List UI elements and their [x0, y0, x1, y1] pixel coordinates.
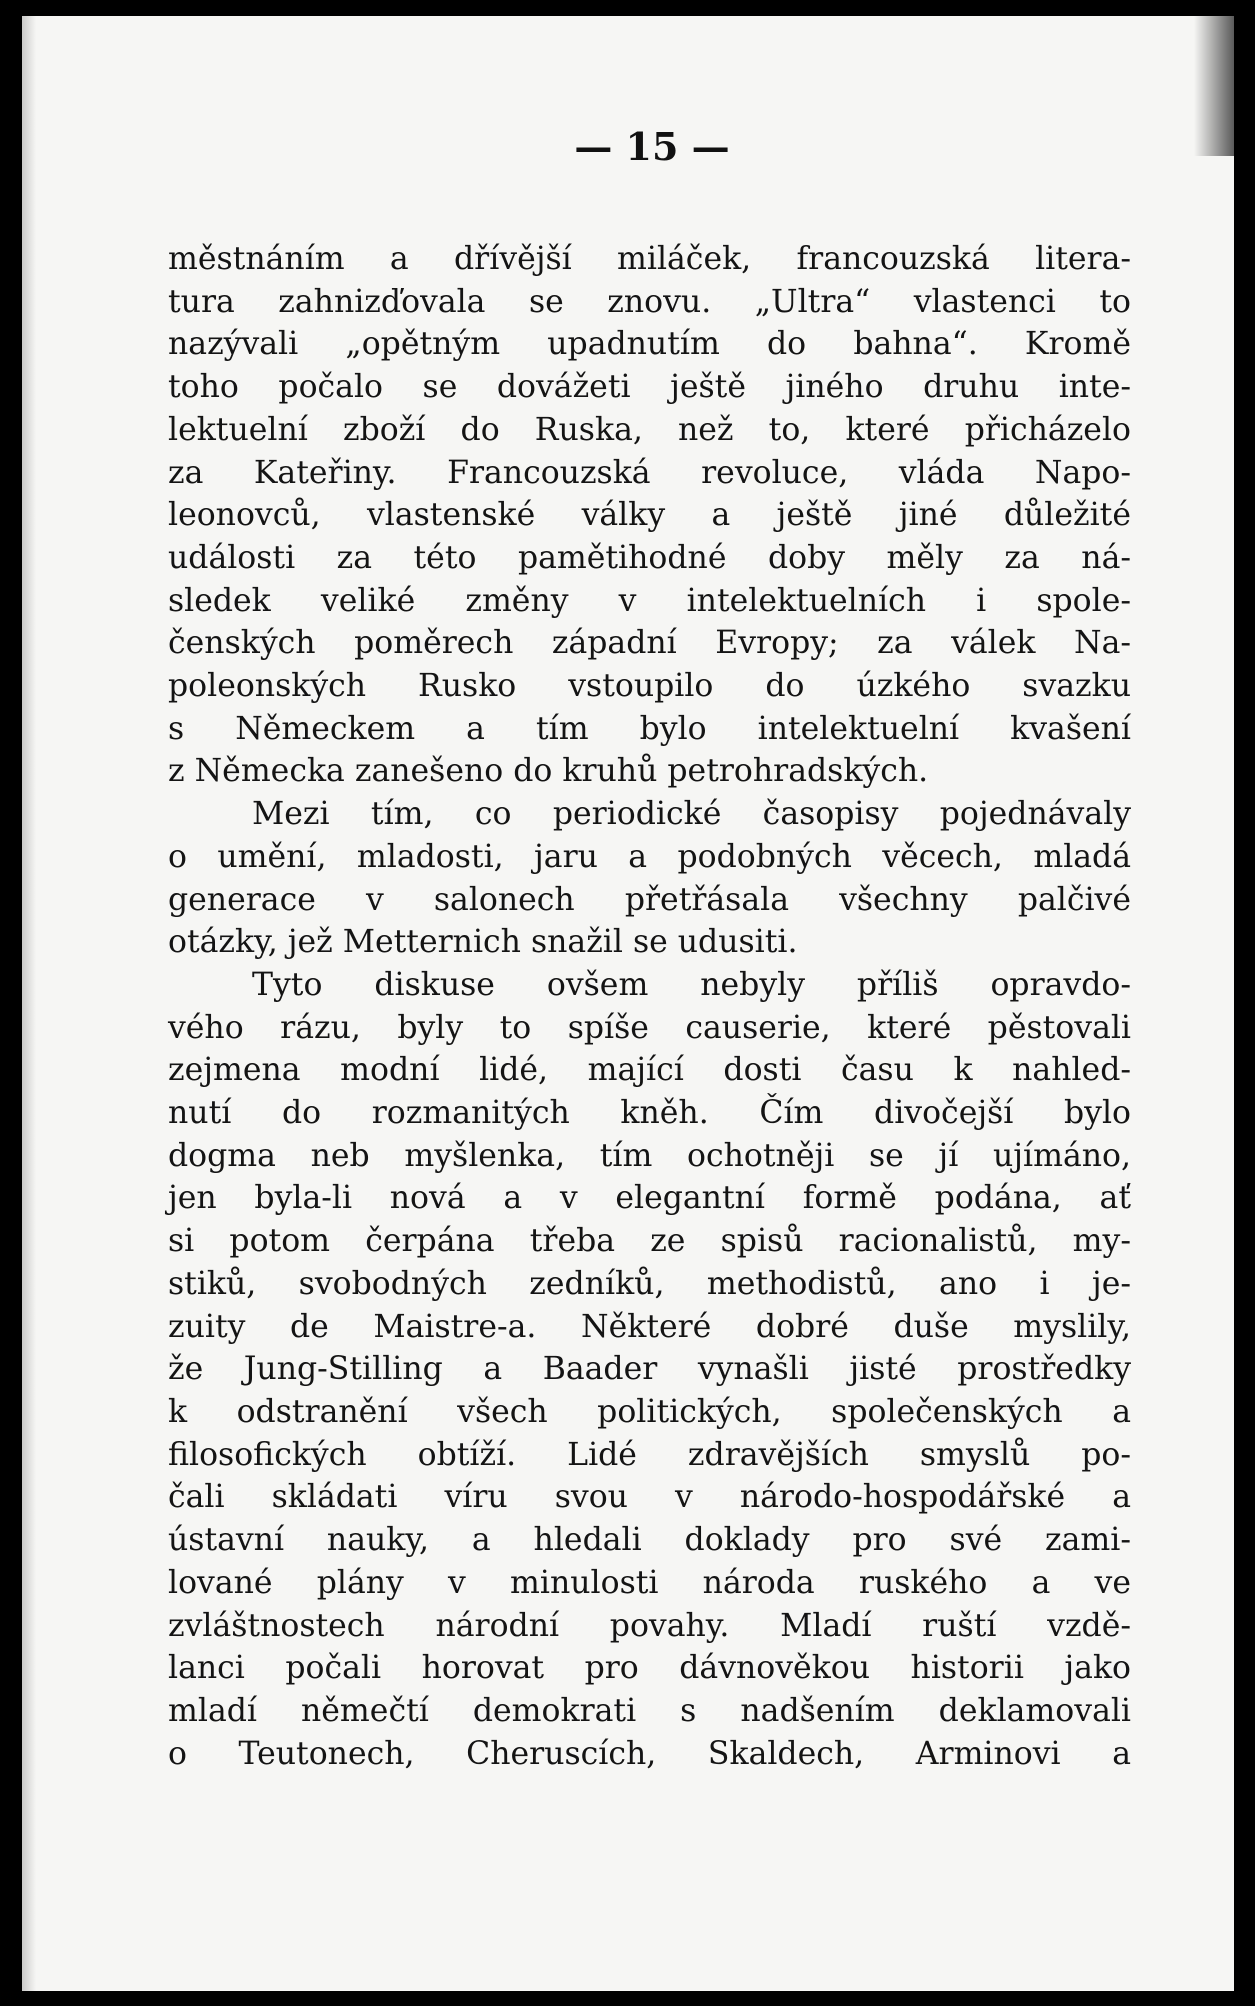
text-line: s Německem a tím bylo intelektuelní kvašení	[168, 710, 1131, 747]
text-line: otázky, jež Metternich snažil se udusiti.	[168, 924, 798, 961]
text-line: leonovců, vlastenské války a ještě jiné důležité	[168, 497, 1131, 534]
text-line: dogma neb myšlenka, tím ochotněji se jí ujímáno,	[168, 1137, 1131, 1174]
text-line: k odstranění všech politických, společenských a	[168, 1393, 1131, 1430]
text-line: zuity de Maistre-a. Některé dobré duše myslily,	[168, 1308, 1131, 1345]
text-line: mladí němečtí demokrati s nadšením deklamovali	[168, 1692, 1131, 1729]
text-line: filosofických obtíží. Lidé zdravějších smyslů po-	[168, 1436, 1131, 1473]
text-line: čali skládati víru svou v národo-hospodářské a	[168, 1479, 1131, 1516]
text-line: lektuelní zboží do Ruska, než to, které přicházelo	[168, 411, 1131, 448]
text-line: nazývali „opětným upadnutím do bahna“. Kromě	[168, 326, 1131, 363]
text-line: z Německa zanešeno do kruhů petrohradských.	[168, 753, 929, 790]
text-line: stiků, svobodných zedníků, methodistů, ano i je-	[168, 1265, 1131, 1302]
text-line: sledek veliké změny v intelektuelních i spole-	[168, 582, 1131, 619]
text-line: lované plány v minulosti národa ruského a ve	[168, 1564, 1131, 1601]
text-line: čenských poměrech západní Evropy; za válek Na-	[168, 625, 1131, 662]
text-line: si potom čerpána třeba ze spisů racionalistů, my-	[168, 1223, 1131, 1260]
text-line: že Jung-Stilling a Baader vynašli jisté prostředky	[168, 1351, 1131, 1388]
text-line: zvláštnostech národní povahy. Mladí ruští vzdě-	[168, 1607, 1131, 1644]
text-line: generace v salonech přetřásala všechny palčivé	[168, 881, 1131, 918]
text-line: lanci počali horovat pro dávnověkou historii jako	[168, 1650, 1131, 1687]
text-line: Mezi tím, co periodické časopisy pojednávaly	[252, 796, 1131, 833]
page-number: — 15 —	[574, 124, 730, 169]
text-line: události za této pamětihodné doby měly za ná-	[168, 539, 1131, 576]
text-line: poleonských Rusko vstoupilo do úzkého svazku	[168, 668, 1131, 705]
text-line: ústavní nauky, a hledali doklady pro své zami-	[168, 1522, 1131, 1559]
text-line: vého rázu, byly to spíše causerie, které pěstovali	[168, 1009, 1131, 1046]
text-line: městnáním a dřívější miláček, francouzská litera-	[168, 241, 1131, 277]
body-text	[168, 238, 1131, 1775]
text-line: nutí do rozmanitých kněh. Čím divočejší bylo	[168, 1095, 1131, 1132]
text-line: o Teutonech, Cheruscích, Skaldech, Arminovi a	[168, 1735, 1131, 1772]
text-line: Tyto diskuse ovšem nebyly příliš opravdo-	[252, 966, 1131, 1003]
text-line: zejmena modní lidé, mající dosti času k nahled-	[168, 1052, 1131, 1089]
text-line: toho počalo se dovážeti ještě jiného druhu inte-	[168, 369, 1131, 406]
text-line: jen byla-li nová a v elegantní formě podána, ať	[168, 1180, 1131, 1217]
text-line: tura zahnizďovala se znovu. „Ultra“ vlastenci to	[168, 283, 1131, 320]
book-page	[22, 16, 1234, 1991]
text-line: za Kateřiny. Francouzská revoluce, vláda Napo-	[168, 454, 1131, 491]
text-line: o umění, mladosti, jaru a podobných věcech, mladá	[168, 838, 1131, 875]
